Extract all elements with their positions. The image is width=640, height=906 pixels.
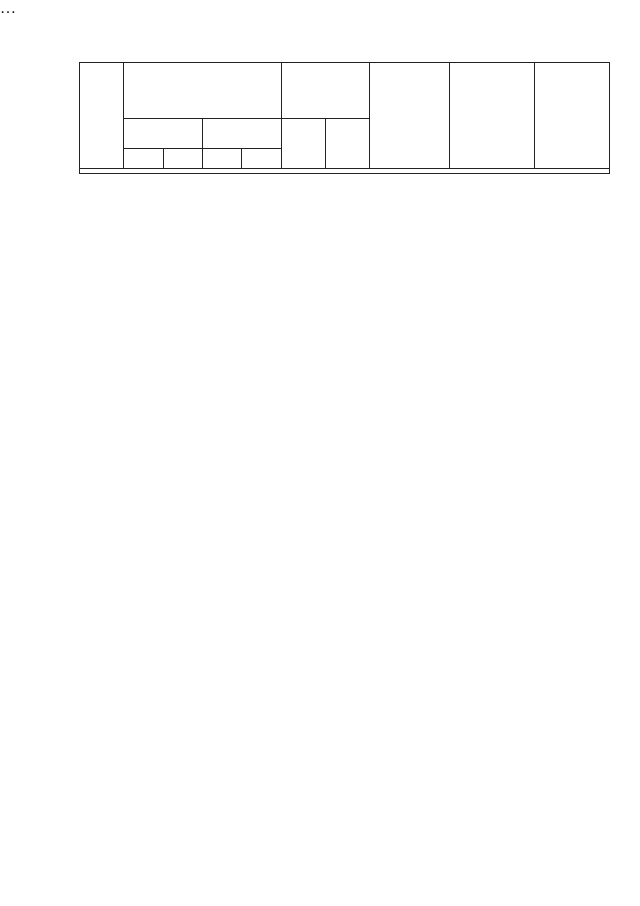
header-width-min bbox=[203, 149, 242, 169]
header-setback bbox=[370, 63, 450, 169]
header-area-min bbox=[282, 119, 326, 169]
header-floors bbox=[450, 63, 535, 169]
header-width bbox=[203, 119, 282, 149]
header-size bbox=[124, 63, 282, 119]
header-coverage bbox=[535, 63, 610, 169]
header-width-max bbox=[242, 149, 282, 169]
header-length-min bbox=[124, 149, 164, 169]
header-code bbox=[80, 63, 124, 169]
header-length bbox=[124, 119, 203, 149]
parameters-table-fragment bbox=[79, 62, 610, 174]
header-area-max bbox=[326, 119, 370, 169]
header-area bbox=[282, 63, 370, 119]
table-note bbox=[80, 169, 610, 174]
header-length-max bbox=[164, 149, 203, 169]
